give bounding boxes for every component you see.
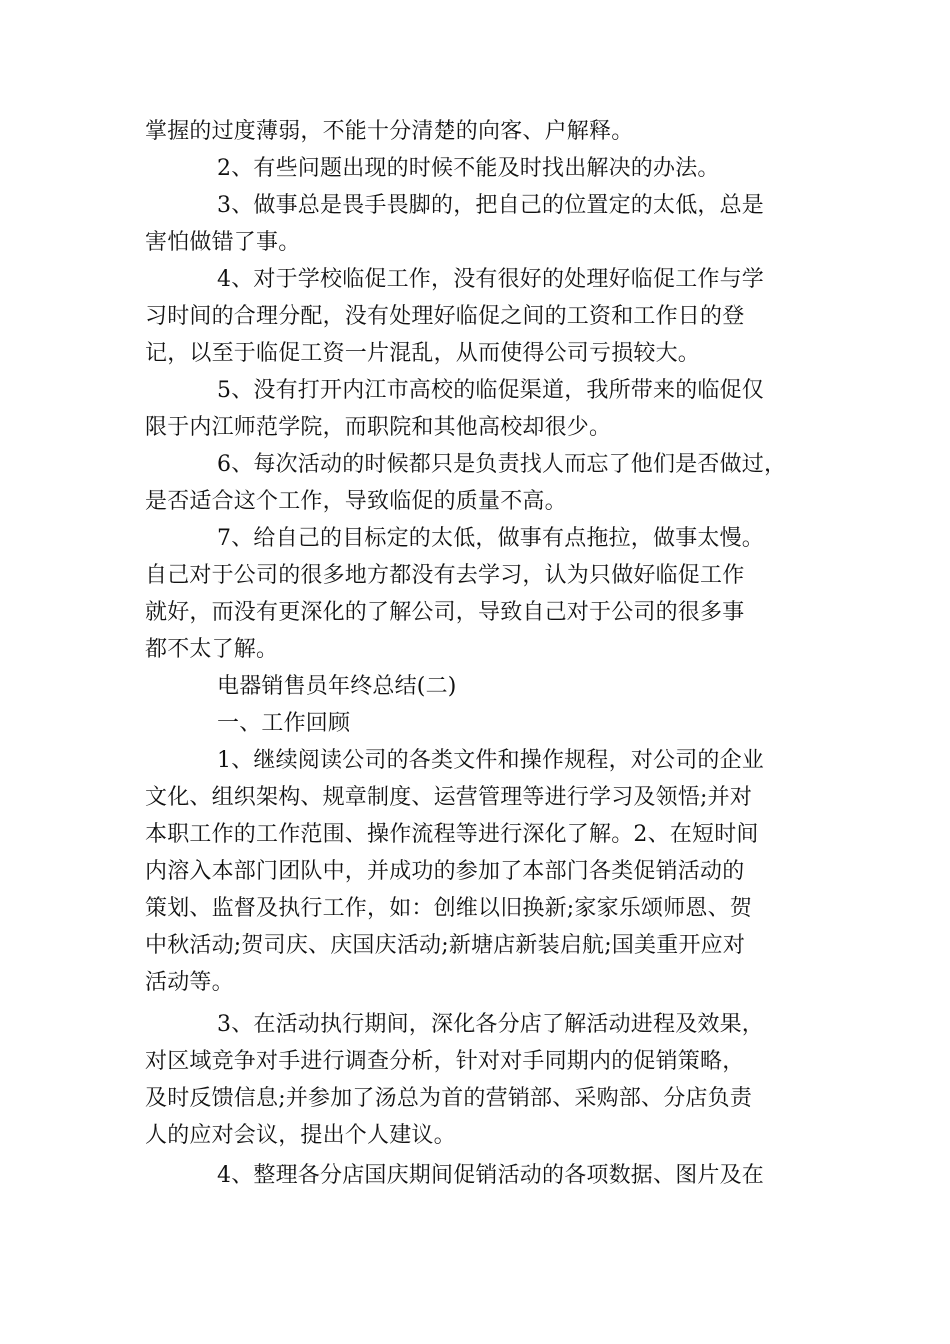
text-line: 中秋活动;贺司庆、庆国庆活动;新塘店新装启航;国美重开应对 xyxy=(145,933,746,958)
text-line: 4、对于学校临促工作，没有很好的处理好临促工作与学 xyxy=(217,267,764,292)
text-line: 6、每次活动的时候都只是负责找人而忘了他们是否做过， xyxy=(217,452,787,477)
text-line: 掌握的过度薄弱，不能十分清楚的向客、户解释。 xyxy=(145,119,634,144)
text-line: 3、在活动执行期间，深化各分店了解活动进程及效果， xyxy=(217,1012,764,1037)
text-line: 3、做事总是畏手畏脚的，把自己的位置定的太低，总是 xyxy=(217,193,764,218)
text-line: 7、给自己的目标定的太低，做事有点拖拉，做事太慢。 xyxy=(217,526,764,551)
text-line: 1、继续阅读公司的各类文件和操作规程，对公司的企业 xyxy=(217,748,764,773)
text-line: 本职工作的工作范围、操作流程等进行深化了解。2、在短时间 xyxy=(145,822,759,847)
text-line: 及时反馈信息;并参加了汤总为首的营销部、采购部、分店负责 xyxy=(145,1086,753,1111)
text-line: 5、没有打开内江市高校的临促渠道，我所带来的临促仅 xyxy=(217,378,764,403)
text-line: 都不太了解。 xyxy=(145,637,279,662)
section-heading: 一、工作回顾 xyxy=(217,711,351,736)
document-body xyxy=(145,113,815,1194)
text-line: 害怕做错了事。 xyxy=(145,230,301,255)
section-title: 电器销售员年终总结(二) xyxy=(217,674,457,699)
text-line: 限于内江师范学院，而职院和其他高校却很少。 xyxy=(145,415,612,440)
text-line: 活动等。 xyxy=(145,970,234,995)
text-line: 4、整理各分店国庆期间促销活动的各项数据、图片及在 xyxy=(217,1163,764,1188)
text-line: 自己对于公司的很多地方都没有去学习，认为只做好临促工作 xyxy=(145,563,745,588)
text-line: 就好，而没有更深化的了解公司，导致自己对于公司的很多事 xyxy=(145,600,745,625)
text-line: 对区域竞争对手进行调查分析，针对对手同期内的促销策略， xyxy=(145,1049,745,1074)
text-line: 内溶入本部门团队中，并成功的参加了本部门各类促销活动的 xyxy=(145,859,745,884)
text-line: 人的应对会议，提出个人建议。 xyxy=(145,1123,456,1148)
text-line: 2、有些问题出现的时候不能及时找出解决的办法。 xyxy=(217,156,720,181)
text-line: 文化、组织架构、规章制度、运营管理等进行学习及领悟;并对 xyxy=(145,785,753,810)
text-line: 记，以至于临促工资一片混乱，从而使得公司亏损较大。 xyxy=(145,341,701,366)
text-line: 是否适合这个工作，导致临促的质量不高。 xyxy=(145,489,567,514)
text-line: 习时间的合理分配，没有处理好临促之间的工资和工作日的登 xyxy=(145,304,745,329)
text-line: 策划、监督及执行工作，如：创维以旧换新;家家乐颂师恩、贺 xyxy=(145,896,753,921)
